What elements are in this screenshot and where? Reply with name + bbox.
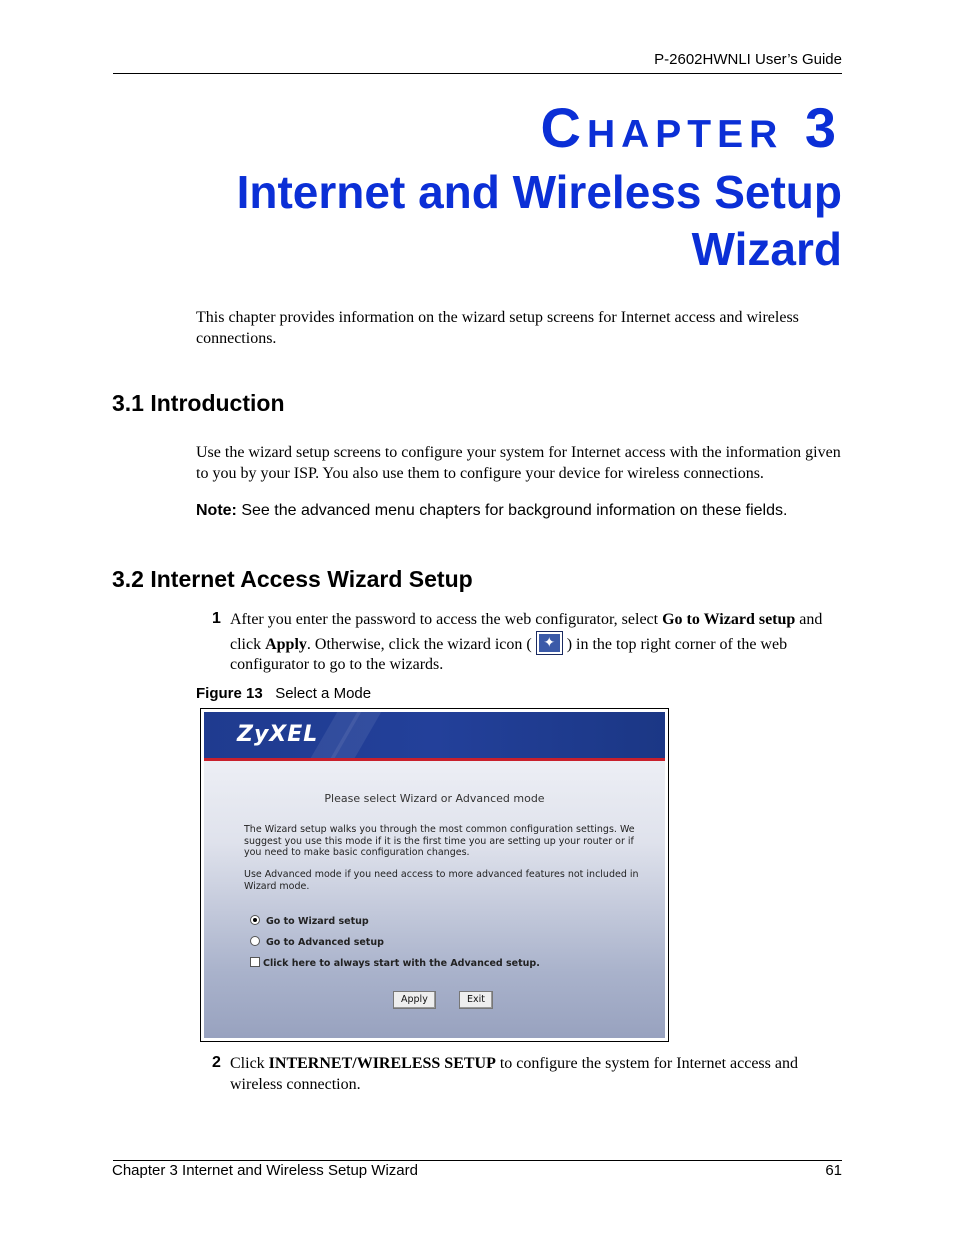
- exit-button[interactable]: Exit: [459, 991, 493, 1009]
- banner-red-line: [204, 758, 665, 761]
- footer-rule: [113, 1160, 842, 1161]
- footer-chapter-title: Chapter 3 Internet and Wireless Setup Wizard: [112, 1162, 418, 1179]
- page-number: 61: [825, 1162, 842, 1179]
- chapter-label: Chapter 3: [540, 96, 842, 159]
- step-1-text-b: and click: [230, 611, 823, 653]
- zyxel-logo: ZyXEL: [237, 722, 319, 747]
- wizard-wand-icon: ✦: [536, 631, 563, 655]
- figure-select-mode: [200, 708, 669, 1042]
- step-1-text: [230, 610, 842, 676]
- intro-paragraph: This chapter provides information on the wizard setup screens for Internet access and wireless connections.: [196, 309, 799, 347]
- figure-mode-heading: Please select Wizard or Advanced mode: [324, 792, 545, 805]
- note-label: Note:: [196, 502, 237, 519]
- figure-advanced-description: Use Advanced mode if you need access to more advanced features not included in Wizard mode.: [244, 869, 639, 892]
- note-text: See the advanced menu chapters for background information on these fields.: [236, 502, 788, 519]
- radio-wizard-label: Go to Wizard setup: [266, 916, 369, 927]
- apply-button[interactable]: Apply: [393, 991, 436, 1009]
- checkbox-always-label: Click here to always start with the Advanced setup.: [263, 958, 540, 969]
- section-heading-introduction: 3.1 Introduction: [112, 390, 285, 416]
- note: [196, 502, 787, 520]
- radio-unselected-icon: [250, 936, 260, 946]
- radio-selected-icon: [250, 915, 260, 925]
- step-2-bold-a: INTERNET/WIRELESS SETUP: [268, 1055, 496, 1072]
- step-number-2: 2: [212, 1054, 221, 1071]
- step-1-text-a: After you enter the password to access the web configurator, select: [230, 611, 663, 628]
- checkbox-always-advanced[interactable]: [250, 957, 540, 969]
- introduction-paragraph: Use the wizard setup screens to configure your system for Internet access with the information given to you by your ISP. You also use them to configure your device for wireless connections.: [196, 444, 841, 482]
- step-2-text-b: to configure the system for Internet access and wireless connection.: [230, 1055, 798, 1093]
- figure-caption: [196, 685, 371, 702]
- figure-caption-label: Figure 13: [196, 685, 263, 702]
- radio-go-to-advanced-setup[interactable]: [250, 936, 384, 948]
- step-1-text-d: ) in the top right corner of the web configurator to go to the wizards.: [230, 635, 788, 673]
- chapter-title: Internet and Wireless Setup Wizard: [236, 166, 842, 275]
- step-1-bold-b: Apply: [265, 635, 307, 653]
- radio-go-to-wizard-setup[interactable]: [250, 915, 369, 927]
- step-number-1: 1: [212, 610, 221, 627]
- checkbox-icon: [250, 957, 260, 967]
- header-rule: [113, 73, 842, 74]
- figure-screen: [204, 712, 665, 1038]
- running-header: P-2602HWNLI User’s Guide: [654, 51, 842, 68]
- step-2-text: [230, 1054, 842, 1095]
- figure-banner: [204, 712, 665, 758]
- step-1-bold-a: Go to Wizard setup: [662, 611, 796, 628]
- figure-wizard-description: The Wizard setup walks you through the most common configuration settings. We suggest you use this mode if it is the first time you are setting up your router or if you need to make basic configuration changes.: [244, 824, 635, 858]
- step-1-text-c: . Otherwise, click the wizard icon (: [306, 635, 536, 653]
- section-heading-internet-access-wizard: 3.2 Internet Access Wizard Setup: [112, 566, 473, 592]
- figure-caption-text: Select a Mode: [275, 685, 372, 702]
- step-2-text-a: Click: [230, 1055, 269, 1072]
- radio-advanced-label: Go to Advanced setup: [266, 937, 384, 948]
